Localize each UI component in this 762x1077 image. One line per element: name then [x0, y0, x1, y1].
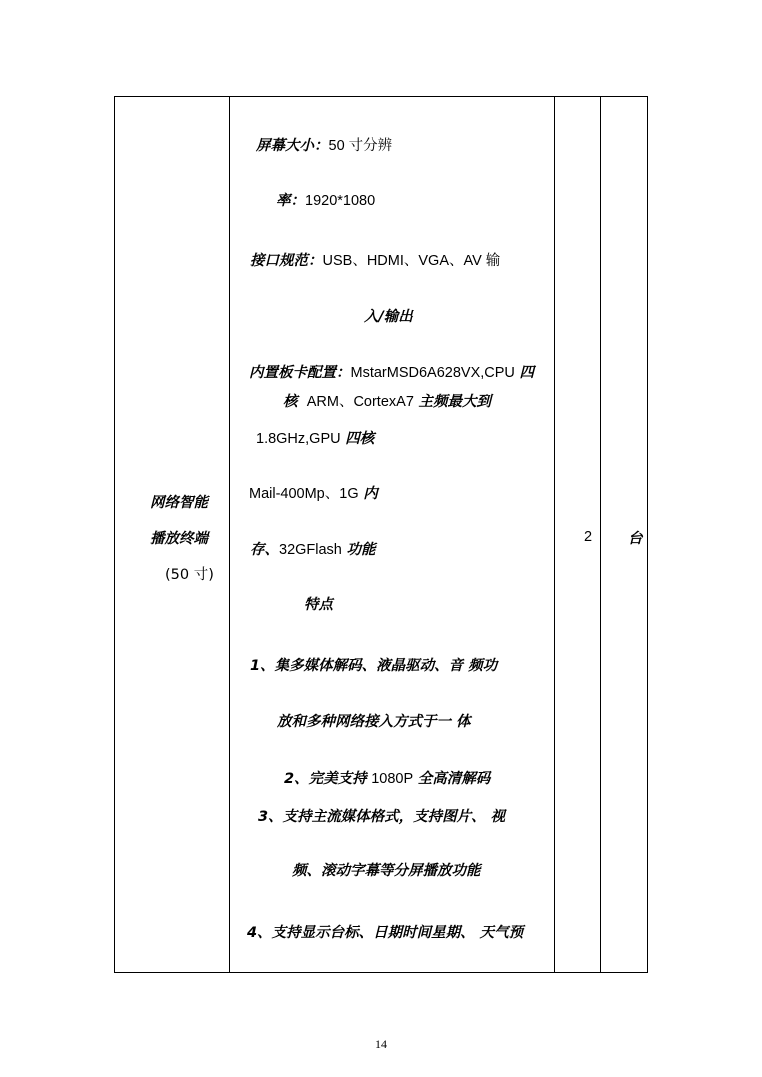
- spec-interface: [250, 252, 500, 270]
- spec-value: 内: [363, 486, 378, 502]
- spec-value: USB、HDMI、VGA、AV 输: [322, 253, 501, 269]
- item-name-line1: 网络智能: [150, 495, 208, 511]
- spec-value: 主频最大到: [418, 394, 491, 410]
- spec-value: 存、: [250, 542, 279, 558]
- spec-label: 内置板卡配置：: [249, 365, 351, 381]
- feature-1: 1、集多媒体解码、液晶驱动、音 频功: [250, 658, 498, 674]
- spec-value: 32GFlash: [279, 542, 342, 558]
- spec-value: 功能: [346, 542, 376, 558]
- spec-interface-cont: 入/输出: [364, 309, 413, 325]
- feature-3-cont: 频、滚动字幕等分屏播放功能: [292, 863, 481, 879]
- feature-1-cont: 放和多种网络接入方式于一 体: [277, 714, 471, 730]
- column-divider: [554, 96, 555, 973]
- spec-value: MstarMSD6A628VX,CPU: [350, 365, 515, 381]
- spec-value: 50 寸分辨: [328, 138, 393, 154]
- quantity-value: 2: [584, 529, 593, 545]
- column-divider: [600, 96, 601, 973]
- item-name-line2: 播放终端: [150, 531, 208, 547]
- feature-2: [284, 770, 490, 788]
- spec-board-line4: [249, 485, 378, 503]
- spec-label: 接口规范：: [250, 253, 323, 269]
- spec-board-line5: [250, 541, 375, 559]
- spec-board-line2: [283, 393, 491, 411]
- spec-label: 屏幕大小：: [256, 138, 329, 154]
- spec-board-line3: [256, 430, 374, 448]
- spec-value: 1.8GHz,GPU: [256, 431, 341, 447]
- feature-4: 4、支持显示台标、日期时间星期、 天气预: [247, 925, 524, 941]
- spec-board: [249, 364, 534, 382]
- table-border-top: [114, 96, 648, 97]
- spec-resolution: [276, 192, 375, 210]
- spec-value: 核: [283, 394, 298, 410]
- feature-text: 全高清解码: [417, 771, 491, 787]
- item-name-size: (50 寸): [165, 567, 214, 583]
- table-border-right: [647, 96, 648, 973]
- spec-screen-size: [256, 137, 392, 155]
- page-number: 14: [375, 1037, 387, 1051]
- table-border-left: [114, 96, 115, 973]
- table-border-bottom: [114, 972, 648, 973]
- features-title: 特点: [304, 597, 333, 613]
- feature-3: 3、支持主流媒体格式，支持图片、 视: [258, 809, 506, 825]
- spec-label: 率：: [276, 193, 305, 209]
- column-divider: [229, 96, 230, 973]
- feature-text: 1080P: [371, 771, 414, 787]
- spec-value: 1920*1080: [305, 193, 376, 209]
- feature-text: 2、完美支持: [284, 771, 367, 787]
- spec-value: 四: [519, 365, 534, 381]
- spec-value: Mail-400Mp、1G: [249, 486, 359, 502]
- spec-value: 四核: [345, 431, 375, 447]
- spec-value: ARM、CortexA7: [306, 394, 414, 410]
- unit-value: 台: [628, 531, 643, 547]
